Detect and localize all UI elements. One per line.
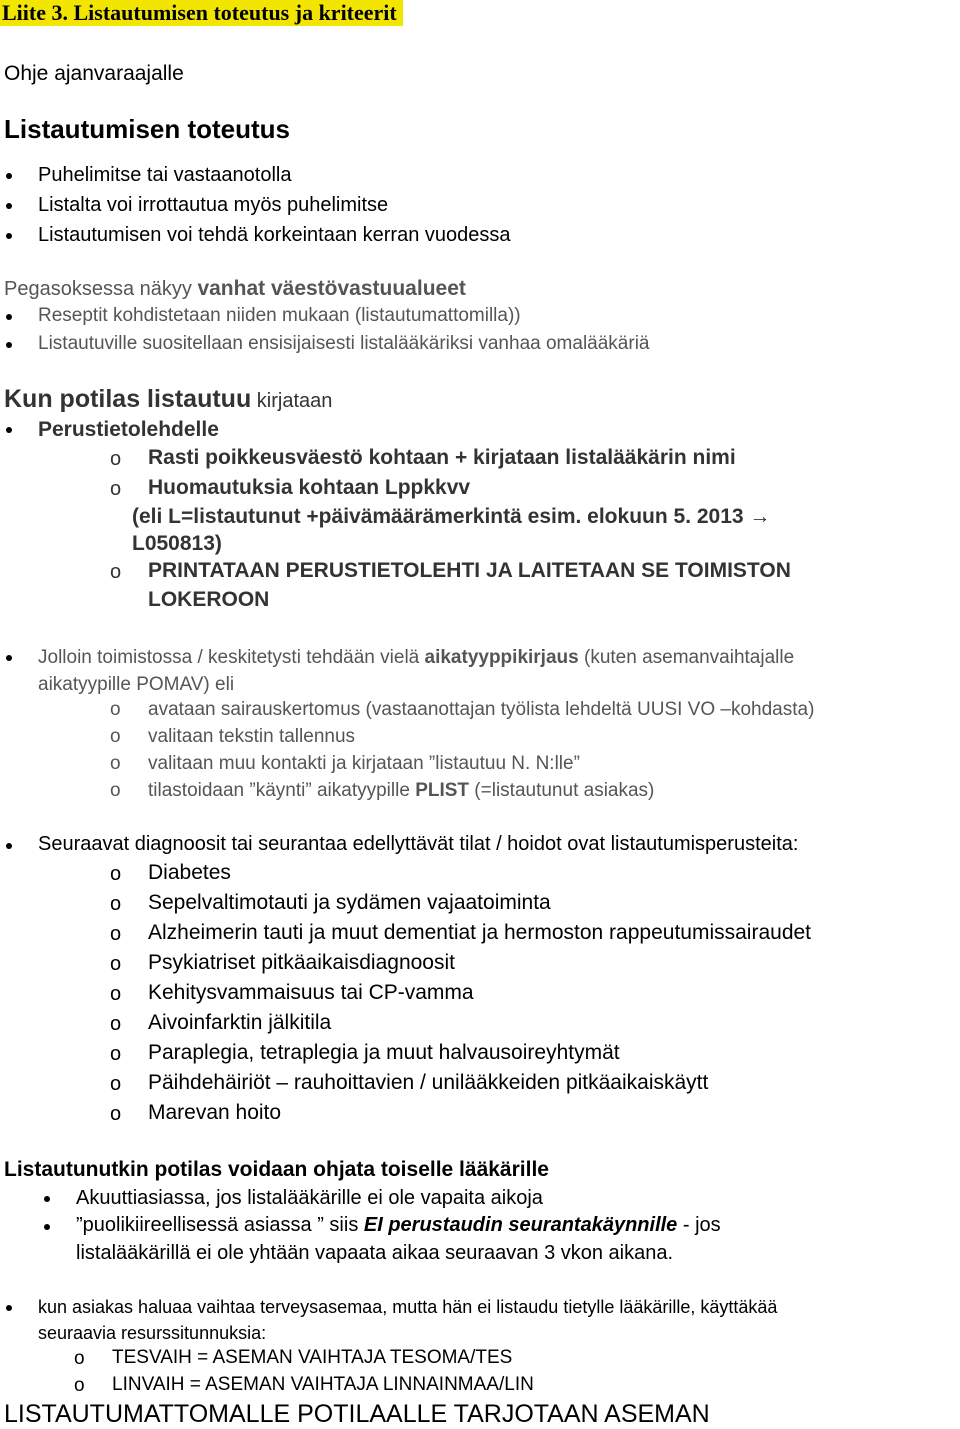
diagnosis-item: Marevan hoito [148,1101,282,1124]
bullet-icon [6,342,12,348]
list-item: Huomautuksia kohtaan Lppkkvv [148,476,471,499]
sub-bullet-icon: o [74,1375,85,1396]
sub-bullet-icon: o [110,478,122,500]
bullet-icon [44,1196,50,1202]
diagnosis-item: Sepelvaltimotauti ja sydämen vajaatoiminta [148,891,551,914]
pegasos-line [4,277,466,301]
list-item: Akuuttiasiassa, jos listalääkärille ei ole vapaita aikoja [76,1187,543,1209]
jolloin-line [38,647,794,669]
sub-bullet-icon: o [110,923,122,945]
pegasos-text: Pegasoksessa näkyy [4,278,198,300]
sub-bullet-icon: o [110,953,122,975]
diagnosis-item: Aivoinfarktin jälkitila [148,1011,332,1034]
list-item-continuation: aikatyypille POMAV) eli [38,674,235,695]
sub-bullet-icon: o [110,863,122,885]
list-item: Listautuville suositellaan ensisijaisesti listalääkäriksi vanhaa omalääkäriä [38,333,650,354]
subtitle-ohje: Ohje ajanvaraajalle [4,62,184,85]
list-item: PRINTATAAN PERUSTIETOLEHTI JA LAITETAAN SE TOIMISTON [148,559,791,582]
list-item: Reseptit kohdistetaan niiden mukaan (listautumattomilla)) [38,305,521,326]
puolikiireellinen-text: ”puolikiireellisessä asiassa ” siis [76,1214,364,1236]
list-item: Puhelimitse tai vastaanotolla [38,164,292,186]
sub-bullet-icon: o [110,699,121,720]
resource-code-item: LINVAIH = ASEMAN VAIHTAJA LINNAINMAA/LIN [112,1374,534,1395]
tilastoidaan-text-2: (=listautunut asiakas) [469,780,655,801]
appendix-prefix: Liite 3. [2,0,74,25]
title-banner [0,0,403,26]
bullet-icon [6,314,12,320]
sub-bullet-icon: o [110,561,122,583]
heading-listautumisen-toteutus: Listautumisen toteutus [4,114,291,144]
sub-bullet-icon: o [110,893,122,915]
bullet-icon [6,203,12,209]
sub-bullet-icon: o [110,726,121,747]
puolikiireellinen-text-2: - jos [677,1214,721,1236]
kun-potilas-bold: Kun potilas listautuu [4,385,252,413]
bullet-icon [6,1305,12,1311]
list-item: Listautumisen voi tehdä korkeintaan kerran vuodessa [38,224,511,246]
footer-line: LISTAUTUMATTOMALLE POTILAALLE TARJOTAAN ASEMAN [4,1400,710,1428]
sub-bullet-icon: o [110,448,122,470]
sub-bullet-icon: o [110,1043,122,1065]
list-item: Rasti poikkeusväestö kohtaan + kirjataan listalääkärin nimi [148,446,736,469]
sub-bullet-icon: o [110,1103,122,1125]
sub-bullet-icon: o [74,1348,85,1369]
bullet-icon [6,233,12,239]
diagnosis-item: Paraplegia, tetraplegia ja muut halvausoireyhtymät [148,1041,620,1064]
vaihto-line-2: seuraavia resurssitunnuksia: [38,1323,267,1343]
diagnosis-item: Psykiatriset pitkäaikaisdiagnoosit [148,951,455,974]
document-title: Listautumisen toteutus ja kriteerit [73,0,397,25]
list-item-continuation: listalääkärillä ei ole yhtään vapaata aikaa seuraavan 3 vkon aikana. [76,1242,674,1264]
list-item [76,1214,721,1237]
pegasos-bold: vanhat väestövastuualueet [197,277,466,300]
bullet-icon [6,655,12,661]
sub-bullet-icon: o [110,983,122,1005]
list-item: Listalta voi irrottautua myös puhelimitse [38,194,389,216]
plist-bold: PLIST [415,780,470,801]
tilastoidaan-text: tilastoidaan ”käynti” aikatyypille [148,780,416,801]
resource-code-item: TESVAIH = ASEMAN VAIHTAJA TESOMA/TES [112,1347,513,1368]
bullet-icon [6,173,12,179]
list-item: avataan sairauskertomus (vastaanottajan työlista lehdeltä UUSI VO –kohdasta) [148,699,815,720]
bullet-icon [6,427,12,433]
sub-bullet-icon: o [110,780,121,801]
ei-perustaudin-bold: EI perustaudin seurantakäynnille [363,1214,678,1236]
diagnosis-item: Diabetes [148,861,231,884]
list-item: valitaan muu kontakti ja kirjataan ”listautuu N. N:lle” [148,753,580,774]
list-item-continuation: (eli L=listautunut +päivämäärämerkintä esim. elokuun 5. 2013 → [132,505,771,528]
sub-bullet-icon: o [110,1073,122,1095]
bullet-icon [6,843,12,849]
sub-bullet-icon: o [110,753,121,774]
seuraavat-intro: Seuraavat diagnoosit tai seurantaa edellyttävät tilat / hoidot ovat listautumisperusteita: [38,833,799,855]
vaihto-line: kun asiakas haluaa vaihtaa terveysasemaa, mutta hän ei listaudu tietylle lääkärille, käyttäkää [38,1297,778,1317]
diagnosis-item: Kehitysvammaisuus tai CP-vamma [148,981,474,1004]
list-item [148,780,654,802]
sub-bullet-icon: o [110,1013,122,1035]
heading-listautunutkin: Listautunutkin potilas voidaan ohjata toiselle lääkärille [4,1158,549,1181]
jolloin-bold: aikatyyppikirjaus [424,647,579,668]
kun-potilas-line [4,385,332,414]
jolloin-text-2: (kuten asemanvaihtajalle [578,647,795,668]
list-item-continuation: L050813) [132,532,222,555]
bullet-icon [44,1224,50,1230]
diagnosis-item: Päihdehäiriöt – rauhoittavien / unilääkkeiden pitkäaikaiskäytt [148,1071,709,1094]
list-item: valitaan tekstin tallennus [148,726,356,747]
perustieto-label: Perustietolehdelle [38,418,219,441]
jolloin-text: Jolloin toimistossa / keskitetysti tehdään vielä [38,647,425,668]
kun-potilas-text: kirjataan [251,390,333,412]
list-item-continuation: LOKEROON [148,588,270,611]
diagnosis-item: Alzheimerin tauti ja muut dementiat ja hermoston rappeutumissairaudet [148,921,812,944]
